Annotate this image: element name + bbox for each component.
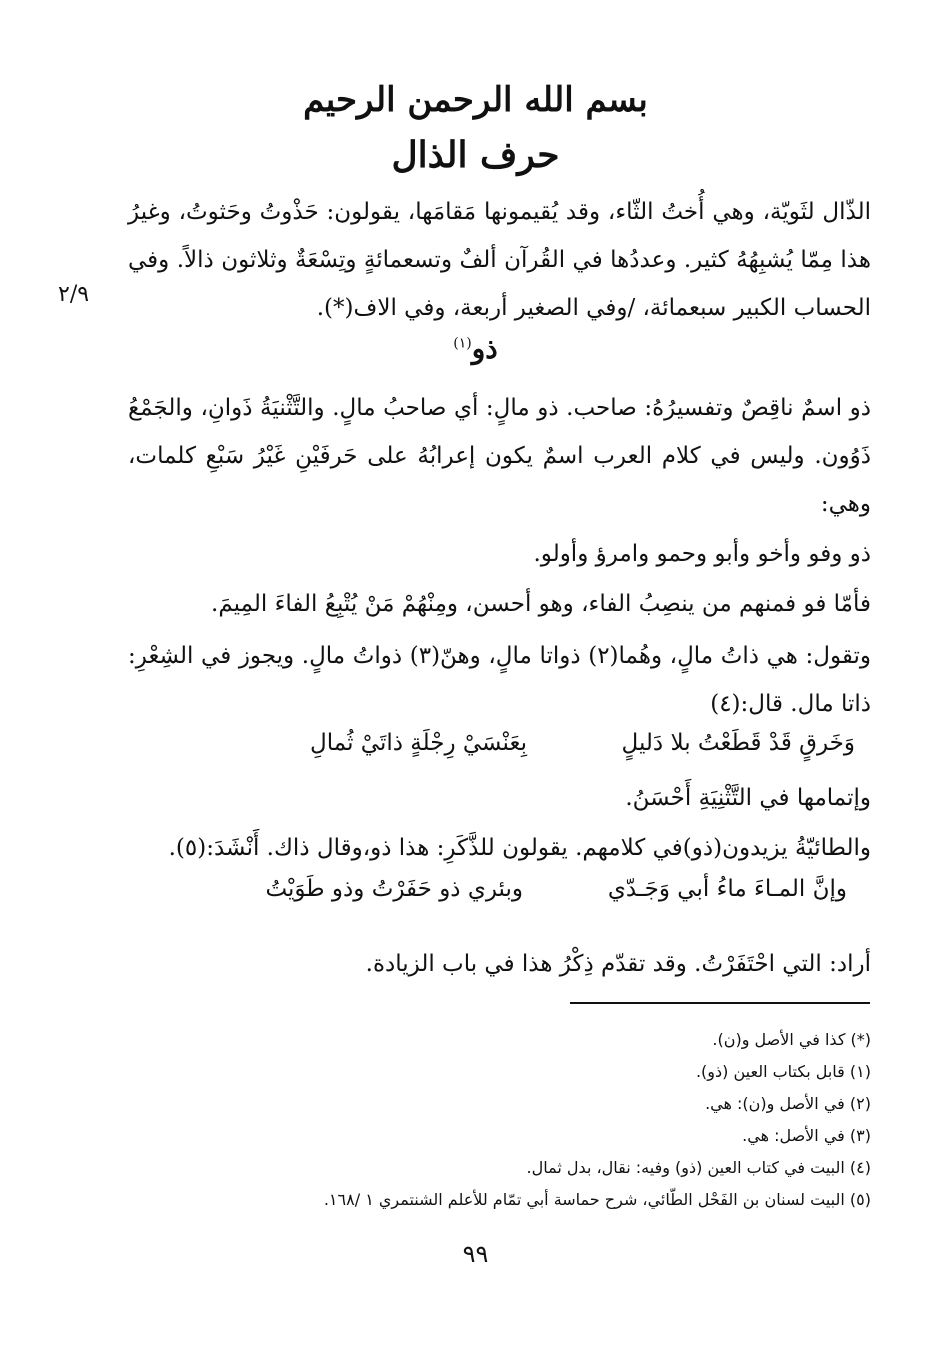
- arad-paragraph: أراد: التي احْتَفَرْتُ. وقد تقدّم ذِكْرُ هذا في باب الزيادة.: [365, 951, 871, 977]
- section-heading: [380, 332, 571, 365]
- footnote-item: (١) قابل بكتاب العين (ذو).: [695, 1062, 871, 1081]
- tayy-paragraph: والطائيّةُ يزيدون(ذو)في كلامهم. يقولون للذَّكَرِ: هذا ذو،وقال ذاك. أَنْشَدَ:(٥).: [168, 835, 871, 861]
- footnote-item: (٣) في الأصل: هي.: [742, 1126, 871, 1145]
- footnote-item: (٢) في الأصل و(ن): هي.: [705, 1094, 871, 1113]
- footnotes-list: [200, 1024, 871, 1216]
- footnote-item: (٥) البيت لسنان بن الفَحْل الطّائي، شرح حماسة أبي تمّام للأعلم الشنتمري ١ /١٦٨.: [323, 1190, 871, 1209]
- footnote-item: (٤) البيت في كتاب العين (ذو) وفيه: نقال، بدل ثمال.: [526, 1158, 871, 1177]
- margin-page-note: ٢/٩: [58, 282, 90, 307]
- footnote-divider: [570, 1002, 870, 1004]
- itmam-paragraph: وإتمامها في التَّثْنِيَةِ أَحْسَنُ.: [625, 785, 871, 811]
- feminine-paragraph: وتقول: هي ذاتُ مالٍ، وهُما(٢) ذواتا مالٍ، وهنّ(٣) ذواتُ مالٍ. ويجوز في الشِعْرِ: ذاتا مال. قال:(٤): [128, 643, 872, 717]
- verse-1-second-hemistich: بِعَنْسَيْ رِجْلَةٍ ذاتَيْ ثُمالِ: [310, 730, 527, 756]
- page-number: ٩٩: [462, 1240, 489, 1268]
- basmala-heading: بسم الله الرحمن الرحيم: [303, 80, 648, 120]
- section-heading-text: ذو: [471, 332, 498, 365]
- intro-paragraph: الذّال لثَويّة، وهي أُختُ الثّاء، وقد يُقيمونها مَقامَها، يقولون: حَذْوتُ وحَثوتُ، وغيرُ هذا مِمّا يُشبِهُهُ كثير. وعددُها في القُرآن ألفٌ وتسعمائةٍ وتِسْعَةٌ وثلاثون ذالاً. وفي الحساب الكبير سبعمائة، /وفي الصغير أربعة، وفي الاف(*).: [128, 199, 871, 321]
- verse-2-first-hemistich: وإنَّ المـاءَ ماءُ أبي وَجَـدّي: [607, 876, 847, 902]
- verse-2-second-hemistich: وبئري ذو حَفَرْتُ وذو طَوَيْتُ: [265, 876, 523, 902]
- verse-1-first-hemistich: وَخَرقٍ قَدْ قَطَعْتُ بلا دَليلٍ: [621, 730, 855, 756]
- fam-paragraph: فأمّا فو فمنهم من ينصِبُ الفاء، وهو أحسن، ومِنْهُمْ مَنْ يُتْبِعُ الفاءَ المِيمَ.: [211, 591, 871, 617]
- words-list-paragraph: ذو وفو وأخو وأبو وحمو وامرؤ وأولو.: [533, 541, 871, 567]
- section-heading-ref: (١): [453, 335, 472, 352]
- definition-paragraph: ذو اسمٌ ناقِصٌ وتفسيرُهُ: صاحب. ذو مالٍ: أي صاحبُ مالٍ. والتَّثْنيَةُ ذَوانِ، والجَمْعُ ذَوُون. وليس في كلام العرب اسمٌ يكون إعرابُهُ على حَرفَيْنِ غَيْرُ سَبْعِ كلمات، وهي:: [128, 395, 871, 517]
- footnote-item: (*) كذا في الأصل و(ن).: [712, 1030, 871, 1049]
- chapter-title: حرف الذال: [391, 134, 560, 176]
